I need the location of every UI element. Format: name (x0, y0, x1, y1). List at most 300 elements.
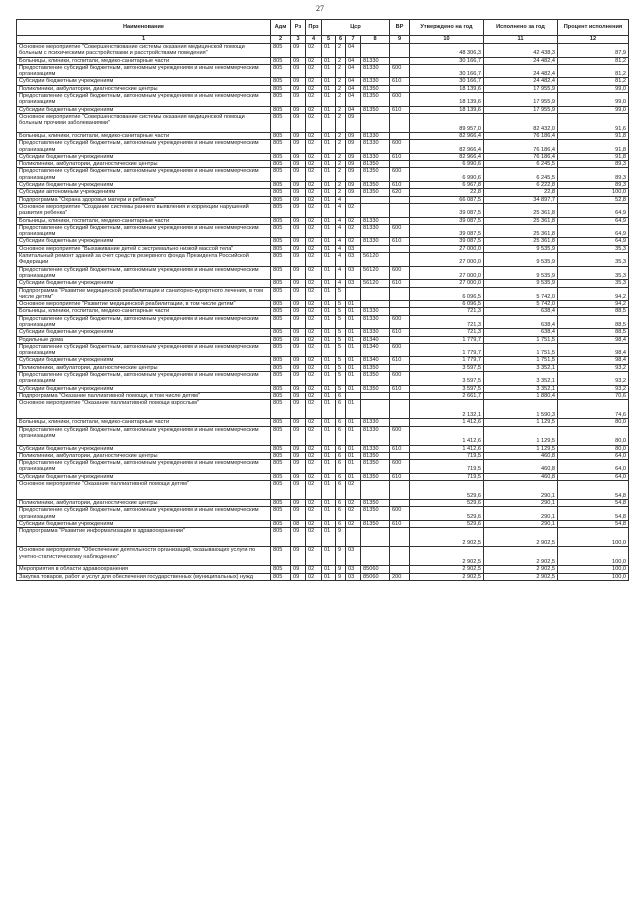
row-rz: 09 (291, 189, 306, 196)
table-row (17, 78, 629, 85)
row-csr-part4: 81350 (361, 189, 390, 196)
row-approved: 6 990,6 (410, 161, 484, 168)
row-csr-part1: 01 (322, 78, 336, 85)
row-csr-part4: 81330 (361, 132, 390, 139)
row-approved: 39 087,5 (410, 238, 484, 245)
row-approved: 39 087,5 (410, 224, 484, 238)
row-vr: 600 (390, 372, 410, 386)
row-rz: 09 (291, 168, 306, 182)
row-csr-part2: 5 (336, 301, 346, 308)
row-csr-part4: 56120 (361, 266, 390, 280)
row-csr-part1: 01 (322, 481, 336, 500)
row-adm: 805 (271, 132, 291, 139)
row-csr-part2: 4 (336, 253, 346, 267)
row-csr-part2: 5 (336, 287, 346, 301)
row-percent: 64,9 (558, 238, 629, 245)
row-adm: 805 (271, 217, 291, 224)
row-vr (390, 566, 410, 573)
row-csr-part2: 6 (336, 460, 346, 474)
row-name: Предоставление субсидий бюджетным, автономным учреждениям и иным некоммерческим организациям (17, 266, 271, 280)
table-row (17, 329, 629, 336)
row-adm: 805 (271, 419, 291, 426)
row-adm: 805 (271, 153, 291, 160)
row-executed: 22,8 (484, 189, 558, 196)
row-percent: 35,3 (558, 266, 629, 280)
header-rz: Рз (291, 20, 306, 36)
row-vr: 600 (390, 315, 410, 329)
row-csr-part4: 81350 (361, 500, 390, 507)
row-rz: 09 (291, 329, 306, 336)
row-csr-part3: 01 (346, 308, 361, 315)
row-adm: 805 (271, 308, 291, 315)
row-adm: 805 (271, 113, 291, 132)
row-csr-part3: 09 (346, 161, 361, 168)
row-csr-part3: 01 (346, 329, 361, 336)
row-approved: 1 779,7 (410, 343, 484, 357)
row-csr-part3: 02 (346, 224, 361, 238)
row-csr-part1: 01 (322, 85, 336, 92)
header-prz: Прз (306, 20, 322, 36)
row-percent: 99,0 (558, 85, 629, 92)
row-csr-part2: 5 (336, 336, 346, 343)
row-csr-part1: 01 (322, 392, 336, 399)
row-adm: 805 (271, 203, 291, 217)
row-executed: 25 361,8 (484, 217, 558, 224)
row-adm: 805 (271, 238, 291, 245)
row-approved: 18 139,6 (410, 85, 484, 92)
row-approved: 529,6 (410, 481, 484, 500)
table-row (17, 140, 629, 154)
row-prz: 02 (306, 419, 322, 426)
row-csr-part3: 02 (346, 481, 361, 500)
row-csr-part4: 56120 (361, 253, 390, 267)
row-percent: 91,8 (558, 132, 629, 139)
row-csr-part2: 2 (336, 161, 346, 168)
row-csr-part2: 2 (336, 85, 346, 92)
row-percent: 54,8 (558, 507, 629, 521)
row-executed: 1 751,5 (484, 343, 558, 357)
row-executed: 1 129,5 (484, 419, 558, 426)
row-name: Субсидии автономным учреждениям (17, 189, 271, 196)
row-vr: 610 (390, 385, 410, 392)
row-csr-part3: 01 (346, 452, 361, 459)
row-approved: 1 779,7 (410, 357, 484, 364)
table-row (17, 196, 629, 203)
row-percent: 99,0 (558, 93, 629, 107)
table-row (17, 357, 629, 364)
row-csr-part2: 2 (336, 153, 346, 160)
row-executed: 1 129,5 (484, 445, 558, 452)
row-csr-part3: 04 (346, 64, 361, 78)
row-rz: 09 (291, 113, 306, 132)
row-csr-part1: 01 (322, 308, 336, 315)
row-csr-part4: 81350 (361, 460, 390, 474)
row-percent: 80,0 (558, 419, 629, 426)
row-percent: 91,6 (558, 113, 629, 132)
row-rz: 09 (291, 140, 306, 154)
row-percent: 94,2 (558, 301, 629, 308)
row-adm: 805 (271, 481, 291, 500)
row-approved: 27 000,0 (410, 245, 484, 252)
row-executed: 6 245,5 (484, 168, 558, 182)
row-csr-part2: 2 (336, 132, 346, 139)
row-executed: 290,1 (484, 481, 558, 500)
row-percent: 89,3 (558, 168, 629, 182)
row-vr (390, 132, 410, 139)
row-vr (390, 217, 410, 224)
table-row (17, 372, 629, 386)
row-vr (390, 203, 410, 217)
row-rz: 09 (291, 132, 306, 139)
row-csr-part2: 4 (336, 224, 346, 238)
row-vr: 600 (390, 426, 410, 445)
row-name: Поликлиники, амбулатории, диагностические центры (17, 500, 271, 507)
row-prz: 02 (306, 153, 322, 160)
column-number: 1 (17, 36, 271, 44)
row-csr-part4: 81350 (361, 161, 390, 168)
row-adm: 805 (271, 460, 291, 474)
row-percent: 74,6 (558, 400, 629, 419)
row-vr: 620 (390, 189, 410, 196)
row-approved: 3 597,5 (410, 364, 484, 371)
row-adm: 805 (271, 196, 291, 203)
row-csr-part3: 01 (346, 343, 361, 357)
row-prz: 02 (306, 445, 322, 452)
row-adm: 805 (271, 500, 291, 507)
row-csr-part3 (346, 196, 361, 203)
row-adm: 805 (271, 385, 291, 392)
row-adm: 805 (271, 528, 291, 547)
row-approved: 3 597,5 (410, 372, 484, 386)
row-csr-part1: 01 (322, 419, 336, 426)
row-percent: 54,8 (558, 500, 629, 507)
row-prz: 02 (306, 189, 322, 196)
row-executed: 290,1 (484, 500, 558, 507)
table-row (17, 85, 629, 92)
row-name: Больницы, клиники, госпитали, медико-санитарные части (17, 217, 271, 224)
row-approved: 82 966,4 (410, 140, 484, 154)
table-row (17, 385, 629, 392)
row-rz: 09 (291, 547, 306, 566)
row-csr-part1: 01 (322, 280, 336, 287)
row-name: Субсидии бюджетным учреждениям (17, 357, 271, 364)
row-percent: 88,5 (558, 329, 629, 336)
row-approved: 1 412,6 (410, 445, 484, 452)
header-executed: Исполнено за год (484, 20, 558, 36)
row-csr-part3: 01 (346, 301, 361, 308)
row-name: Основное мероприятие "Создание системы раннего выявления и коррекции нарушений развития ребенка" (17, 203, 271, 217)
table-row (17, 343, 629, 357)
row-executed: 17 955,9 (484, 93, 558, 107)
row-prz: 02 (306, 364, 322, 371)
row-rz: 09 (291, 64, 306, 78)
table-row (17, 500, 629, 507)
page-number: 27 (316, 4, 324, 13)
row-prz: 02 (306, 44, 322, 58)
row-csr-part1: 01 (322, 203, 336, 217)
column-number: 12 (558, 36, 629, 44)
row-executed: 24 482,4 (484, 78, 558, 85)
row-name: Поликлиники, амбулатории, диагностические центры (17, 85, 271, 92)
row-percent: 64,9 (558, 217, 629, 224)
row-prz: 02 (306, 238, 322, 245)
row-approved: 1 412,6 (410, 419, 484, 426)
row-prz: 02 (306, 106, 322, 113)
row-name: Основное мероприятие "Совершенствование системы оказания медицинской помощи больным с психическими расстройствами и расстройствами поведения" (17, 44, 271, 58)
row-name: Подпрограмма "Оказание паллиативной помощи, в том числе детям" (17, 392, 271, 399)
row-name: Предоставление субсидий бюджетным, автономным учреждениям и иным некоммерческим организациям (17, 372, 271, 386)
row-csr-part2: 9 (336, 566, 346, 573)
row-executed: 290,1 (484, 520, 558, 527)
table-row (17, 132, 629, 139)
row-csr-part4 (361, 245, 390, 252)
row-approved: 721,3 (410, 329, 484, 336)
row-approved: 22,8 (410, 189, 484, 196)
row-csr-part2: 6 (336, 400, 346, 419)
row-csr-part1: 01 (322, 301, 336, 308)
row-csr-part3: 01 (346, 357, 361, 364)
row-executed: 460,8 (484, 452, 558, 459)
row-rz: 08 (291, 520, 306, 527)
row-adm: 805 (271, 182, 291, 189)
row-csr-part4: 81330 (361, 224, 390, 238)
row-executed: 25 361,8 (484, 238, 558, 245)
row-name: Предоставление субсидий бюджетным, автономным учреждениям и иным некоммерческим организациям (17, 93, 271, 107)
row-name: Субсидии бюджетным учреждениям (17, 280, 271, 287)
row-csr-part1: 01 (322, 196, 336, 203)
header-percent: Процент исполнения (558, 20, 629, 36)
table-row (17, 547, 629, 566)
row-vr (390, 253, 410, 267)
row-csr-part2: 6 (336, 473, 346, 480)
row-vr: 600 (390, 343, 410, 357)
row-name: Родильные дома (17, 336, 271, 343)
row-percent: 81,2 (558, 64, 629, 78)
row-prz: 02 (306, 168, 322, 182)
row-percent: 52,8 (558, 196, 629, 203)
row-approved: 2 661,7 (410, 392, 484, 399)
row-approved: 2 902,5 (410, 547, 484, 566)
table-row (17, 153, 629, 160)
row-vr: 610 (390, 445, 410, 452)
row-percent: 93,2 (558, 372, 629, 386)
table-row (17, 217, 629, 224)
row-csr-part2: 9 (336, 547, 346, 566)
row-csr-part4 (361, 547, 390, 566)
row-approved: 3 597,5 (410, 385, 484, 392)
row-rz: 09 (291, 357, 306, 364)
row-adm: 805 (271, 400, 291, 419)
row-csr-part3: 09 (346, 182, 361, 189)
row-prz: 02 (306, 452, 322, 459)
row-rz: 09 (291, 481, 306, 500)
row-adm: 805 (271, 520, 291, 527)
row-approved: 30 166,7 (410, 78, 484, 85)
table-row (17, 93, 629, 107)
row-rz: 09 (291, 385, 306, 392)
row-csr-part2: 6 (336, 452, 346, 459)
row-percent: 89,3 (558, 161, 629, 168)
row-percent: 35,3 (558, 253, 629, 267)
row-adm: 805 (271, 168, 291, 182)
row-csr-part3: 01 (346, 364, 361, 371)
row-prz: 02 (306, 336, 322, 343)
row-name: Субсидии бюджетным учреждениям (17, 473, 271, 480)
table-row (17, 452, 629, 459)
row-prz: 02 (306, 132, 322, 139)
row-approved: 1 779,7 (410, 336, 484, 343)
table-row (17, 203, 629, 217)
column-number: 7 (346, 36, 361, 44)
row-csr-part2: 2 (336, 78, 346, 85)
row-vr (390, 44, 410, 58)
row-approved: 30 166,7 (410, 57, 484, 64)
row-name: Субсидии бюджетным учреждениям (17, 238, 271, 245)
row-adm: 805 (271, 426, 291, 445)
row-name: Предоставление субсидий бюджетным, автономным учреждениям и иным некоммерческим организациям (17, 315, 271, 329)
row-executed: 9 535,9 (484, 245, 558, 252)
row-executed: 1 751,5 (484, 336, 558, 343)
row-vr (390, 245, 410, 252)
row-executed: 1 751,5 (484, 357, 558, 364)
row-rz: 09 (291, 573, 306, 580)
row-adm: 805 (271, 507, 291, 521)
row-csr-part3: 04 (346, 44, 361, 58)
row-csr-part1: 01 (322, 140, 336, 154)
row-csr-part1: 01 (322, 500, 336, 507)
row-approved: 529,6 (410, 507, 484, 521)
row-csr-part4: 81330 (361, 238, 390, 245)
row-rz: 09 (291, 57, 306, 64)
row-approved: 39 087,5 (410, 217, 484, 224)
row-csr-part4 (361, 481, 390, 500)
row-executed: 9 535,9 (484, 253, 558, 267)
row-adm: 805 (271, 44, 291, 58)
row-name: Основное мероприятие "Оказание паллиативной помощи детям" (17, 481, 271, 500)
row-csr-part2: 2 (336, 44, 346, 58)
row-csr-part3: 03 (346, 280, 361, 287)
row-percent: 80,0 (558, 426, 629, 445)
row-csr-part3: 03 (346, 266, 361, 280)
row-name: Основное мероприятие "Оказание паллиативной помощи взрослым" (17, 400, 271, 419)
row-csr-part1: 01 (322, 547, 336, 566)
row-csr-part4: 85060 (361, 566, 390, 573)
row-adm: 805 (271, 392, 291, 399)
row-name: Подпрограмма "Развитие медицинской реабилитации и санаторно-курортного лечения, в том числе детям" (17, 287, 271, 301)
row-csr-part3: 04 (346, 57, 361, 64)
row-name: Больницы, клиники, госпитали, медико-санитарные части (17, 57, 271, 64)
row-csr-part3: 04 (346, 78, 361, 85)
row-percent: 88,5 (558, 315, 629, 329)
row-csr-part2: 5 (336, 329, 346, 336)
row-approved: 30 166,7 (410, 64, 484, 78)
row-executed: 2 902,5 (484, 547, 558, 566)
row-executed: 76 186,4 (484, 140, 558, 154)
column-number: 6 (336, 36, 346, 44)
row-vr (390, 85, 410, 92)
row-csr-part2: 2 (336, 168, 346, 182)
row-executed: 76 186,4 (484, 132, 558, 139)
row-csr-part2: 5 (336, 315, 346, 329)
table-body (17, 44, 629, 581)
row-csr-part1: 01 (322, 287, 336, 301)
row-vr (390, 364, 410, 371)
row-approved: 82 966,4 (410, 153, 484, 160)
row-rz: 09 (291, 566, 306, 573)
row-executed: 2 902,5 (484, 573, 558, 580)
row-prz: 02 (306, 57, 322, 64)
table-row (17, 481, 629, 500)
row-percent: 98,4 (558, 343, 629, 357)
row-prz: 02 (306, 217, 322, 224)
row-csr-part4: 81350 (361, 182, 390, 189)
row-csr-part3: 02 (346, 203, 361, 217)
row-vr (390, 57, 410, 64)
row-csr-part3: 01 (346, 400, 361, 419)
row-vr (390, 113, 410, 132)
row-csr-part2: 6 (336, 419, 346, 426)
row-rz: 09 (291, 452, 306, 459)
table-row (17, 445, 629, 452)
table-row (17, 287, 629, 301)
row-rz: 09 (291, 372, 306, 386)
row-rz: 09 (291, 238, 306, 245)
row-vr: 610 (390, 182, 410, 189)
row-name: Субсидии бюджетным учреждениям (17, 78, 271, 85)
row-vr: 200 (390, 573, 410, 580)
row-approved: 1 412,6 (410, 426, 484, 445)
row-prz: 02 (306, 481, 322, 500)
row-vr: 600 (390, 507, 410, 521)
row-name: Закупка товаров, работ и услуг для обеспечения государственных (муниципальных) нужд (17, 573, 271, 580)
row-percent: 35,3 (558, 245, 629, 252)
row-rz: 09 (291, 287, 306, 301)
row-csr-part1: 01 (322, 357, 336, 364)
row-csr-part1: 01 (322, 266, 336, 280)
table-row (17, 266, 629, 280)
row-rz: 09 (291, 203, 306, 217)
row-executed: 25 361,8 (484, 224, 558, 238)
row-csr-part2: 6 (336, 500, 346, 507)
row-percent: 64,9 (558, 224, 629, 238)
row-csr-part3: 09 (346, 113, 361, 132)
row-rz: 09 (291, 106, 306, 113)
row-csr-part3: 03 (346, 547, 361, 566)
row-approved: 6 990,6 (410, 168, 484, 182)
row-prz: 02 (306, 196, 322, 203)
row-csr-part4: 81350 (361, 93, 390, 107)
row-csr-part3: 04 (346, 85, 361, 92)
row-prz: 02 (306, 566, 322, 573)
row-executed: 2 902,5 (484, 566, 558, 573)
row-approved: 529,6 (410, 500, 484, 507)
row-rz: 09 (291, 182, 306, 189)
row-csr-part4: 81330 (361, 308, 390, 315)
row-executed: 638,4 (484, 315, 558, 329)
row-adm: 805 (271, 93, 291, 107)
table-row (17, 364, 629, 371)
row-vr: 600 (390, 168, 410, 182)
row-adm: 805 (271, 452, 291, 459)
row-name: Субсидии бюджетным учреждениям (17, 153, 271, 160)
row-prz: 02 (306, 520, 322, 527)
row-csr-part3 (346, 528, 361, 547)
row-csr-part1: 01 (322, 520, 336, 527)
row-csr-part2: 4 (336, 217, 346, 224)
row-csr-part1: 01 (322, 566, 336, 573)
row-csr-part2: 2 (336, 93, 346, 107)
row-name: Предоставление субсидий бюджетным, автономным учреждениям и иным некоммерческим организациям (17, 140, 271, 154)
